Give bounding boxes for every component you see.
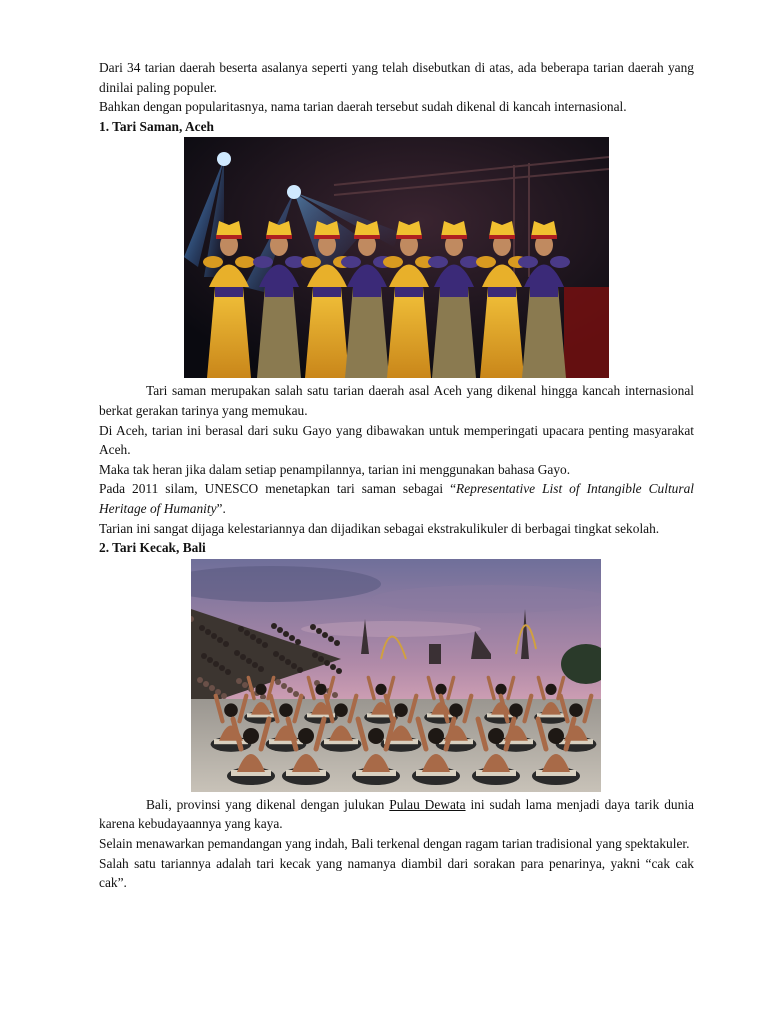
kecak-paragraph-1 xyxy=(99,795,694,834)
saman-paragraph-4-post: ”. xyxy=(216,500,226,516)
saman-paragraph-3: Maka tak heran jika dalam setiap penampilannya, tarian ini menggunakan bahasa Gayo. xyxy=(99,461,571,477)
saman-paragraph-1: Tari saman merupakan salah satu tarian daerah asal Aceh yang dikenal hingga kancah internasional berkat gerakan tarinya yang memukau. xyxy=(99,383,694,418)
kecak-paragraph-2: Selain menawarkan pemandangan yang indah, Bali terkenal dengan ragam tarian tradisional yang spektakuler. xyxy=(99,835,690,851)
saman-paragraph-4-pre: Pada 2011 silam, UNESCO menetapkan tari saman sebagai “ xyxy=(99,481,457,497)
intro-paragraph-1: Dari 34 tarian daerah beserta asalanya seperti yang telah disebutkan di atas, ada beberapa tarian daerah yang dinilai paling populer. xyxy=(99,60,694,95)
section-heading-saman: 1. Tari Saman, Aceh xyxy=(99,118,214,134)
saman-paragraph-2: Di Aceh, tarian ini berasal dari suku Gayo yang dibawakan untuk memperingati upacara penting masyarakat Aceh. xyxy=(99,422,694,458)
saman-dance-photo xyxy=(184,137,609,378)
kecak-paragraph-1-post: ini sudah lama menjadi daya tarik dunia karena kebudayaannya yang kaya. xyxy=(99,796,694,832)
kecak-dance-photo xyxy=(191,559,601,792)
saman-paragraph-4 xyxy=(99,479,694,518)
section-heading-kecak: 2. Tari Kecak, Bali xyxy=(99,540,206,556)
pulau-dewata-link[interactable]: Pulau Dewata xyxy=(389,796,466,812)
kecak-paragraph-3: Salah satu tariannya adalah tari kecak yang namanya diambil dari sorakan para penarinya, yakni “cak cak cak”. xyxy=(99,855,694,891)
intro-paragraph-2: Bahkan dengan popularitasnya, nama tarian daerah tersebut sudah dikenal di kancah internasional. xyxy=(99,99,627,115)
kecak-paragraph-1-pre: Bali, provinsi yang dikenal dengan julukan xyxy=(146,796,390,812)
document-page xyxy=(99,58,694,893)
unesco-list-title: Representative List of Intangible Cultural Heritage of Humanity xyxy=(99,481,694,516)
saman-paragraph-5: Tarian ini sangat dijaga kelestariannya dan dijadikan sebagai ekstrakulikuler di berbagai tingkat sekolah. xyxy=(99,520,660,536)
